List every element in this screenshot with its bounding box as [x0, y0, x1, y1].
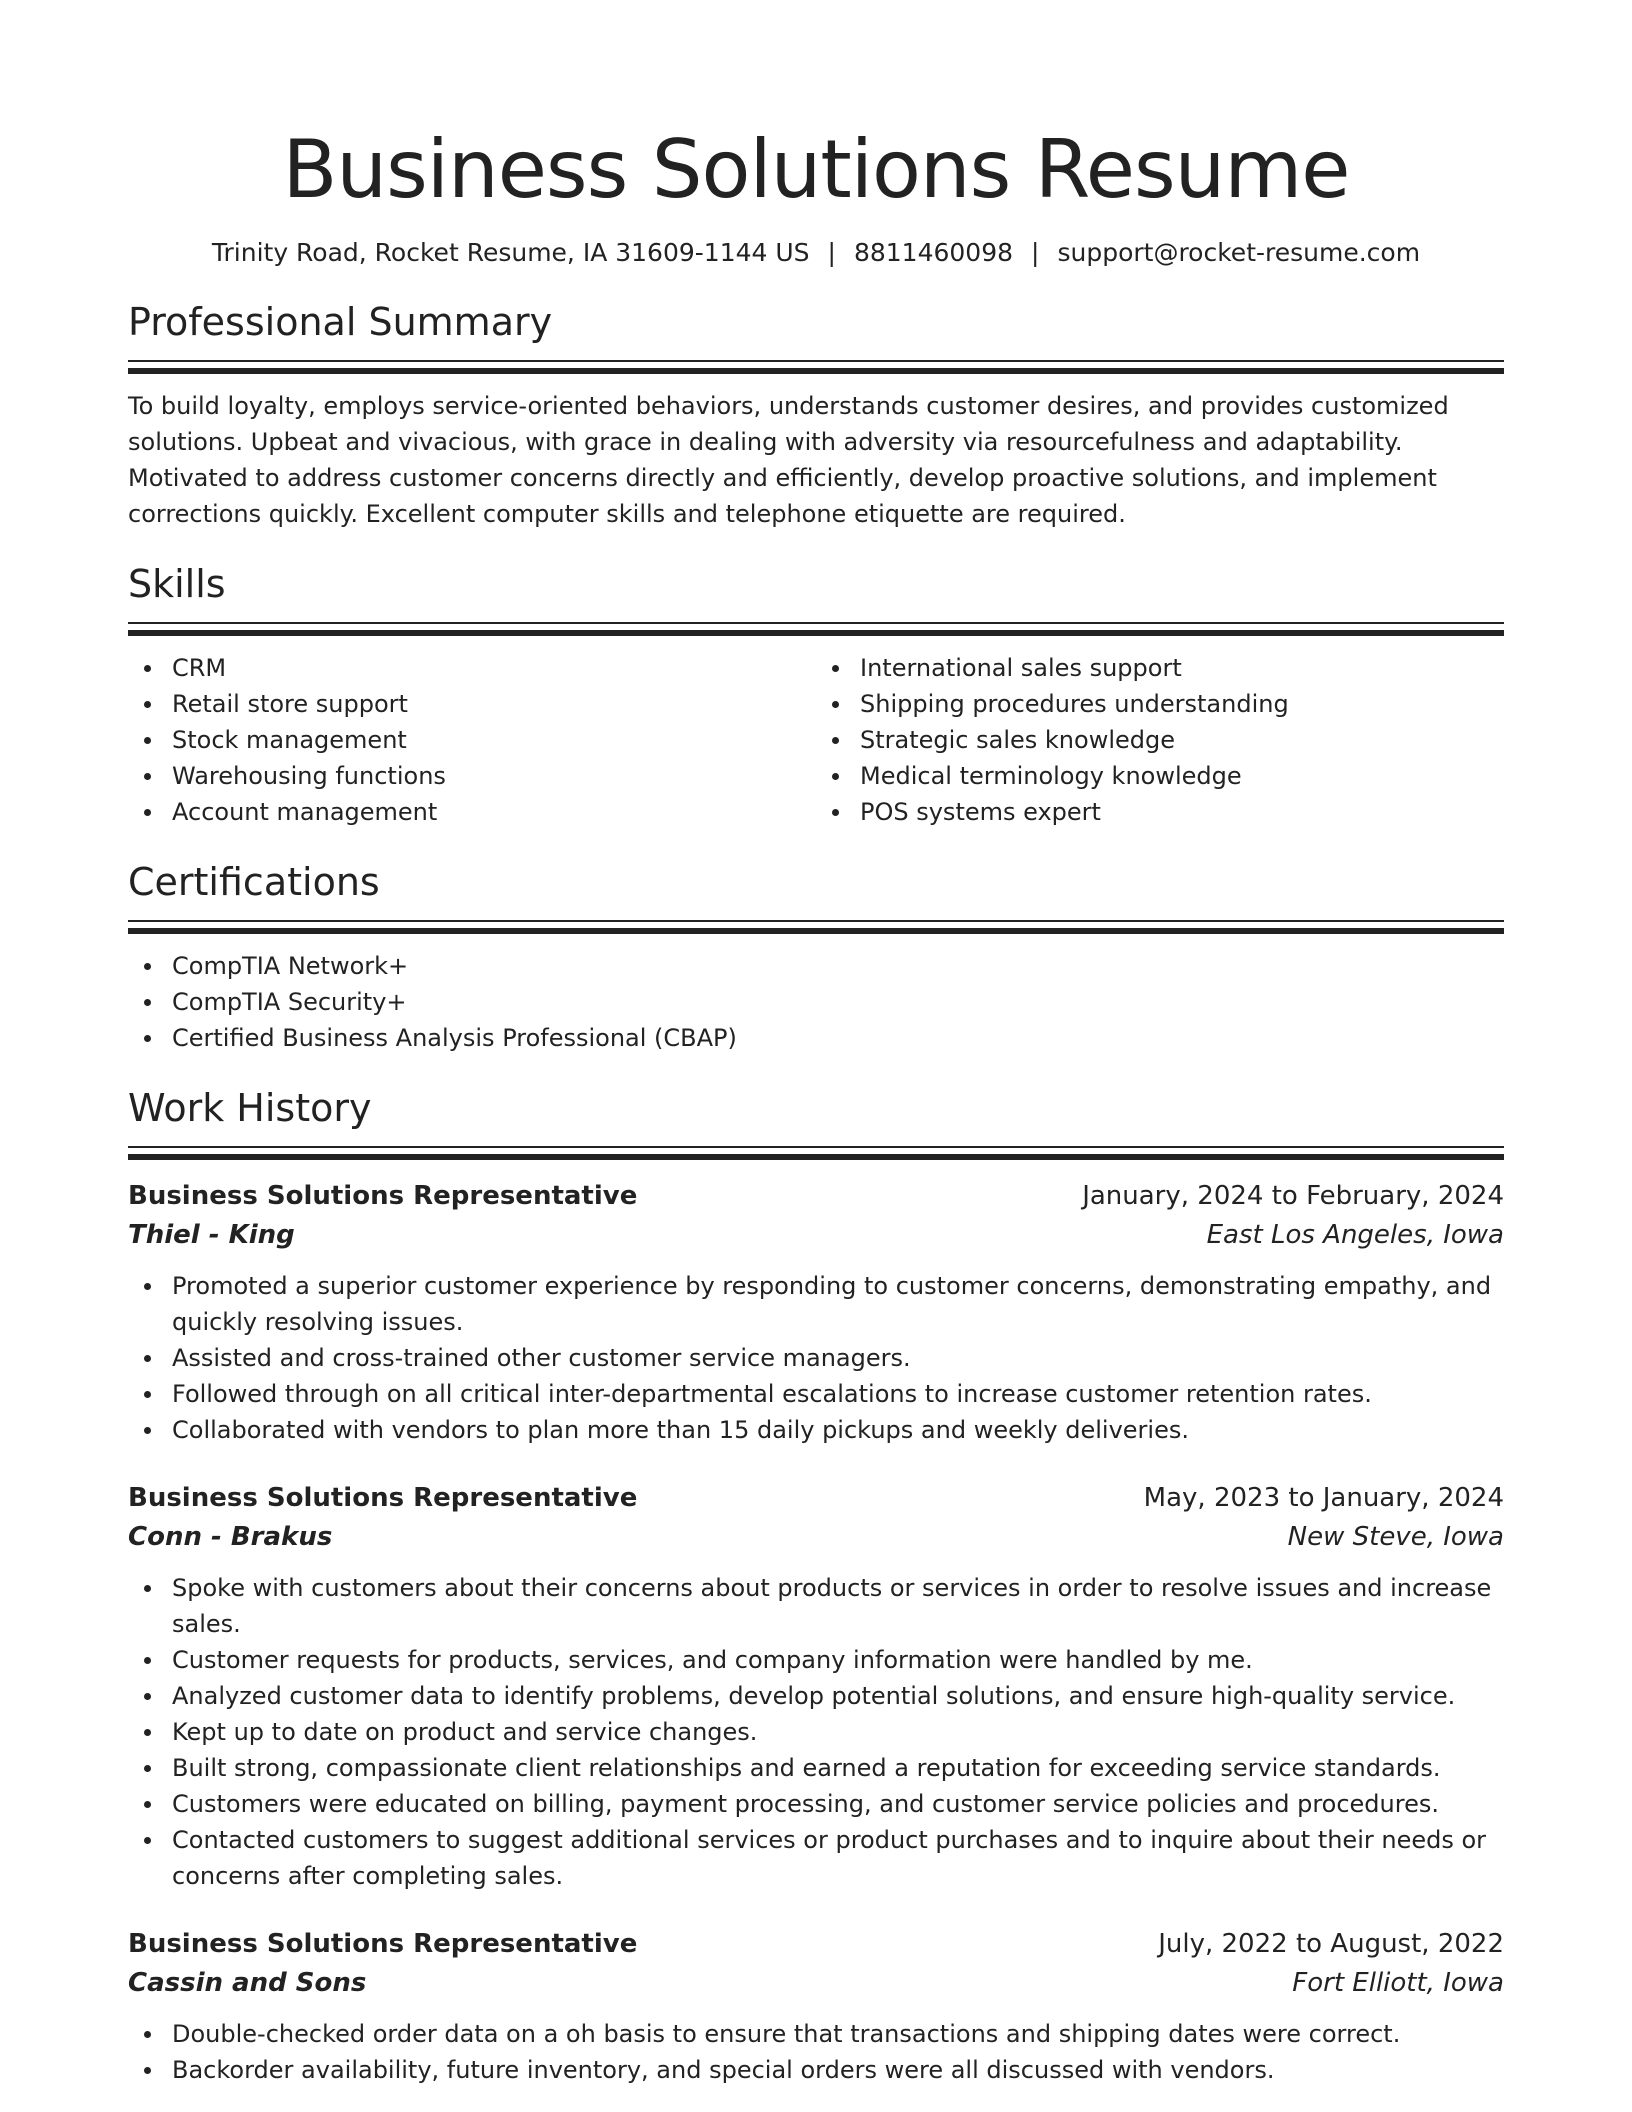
- skill-item: Shipping procedures understanding: [860, 686, 1504, 722]
- job-dates: May, 2023 to January, 2024: [1143, 1483, 1504, 1513]
- contact-address: Trinity Road, Rocket Resume, IA 31609-1144 US: [211, 238, 810, 267]
- skill-item: International sales support: [860, 650, 1504, 686]
- skill-item: Strategic sales knowledge: [860, 722, 1504, 758]
- job-entry: [128, 1924, 1504, 2088]
- certification-item: Certified Business Analysis Professional (CBAP): [172, 1020, 1504, 1056]
- certifications-list: [128, 948, 1504, 1056]
- skills-list-right: [816, 650, 1504, 830]
- skill-item: Warehousing functions: [172, 758, 816, 794]
- job-bullets: [128, 1570, 1504, 1894]
- job-bullet: Assisted and cross-trained other customer service managers.: [172, 1340, 1504, 1376]
- job-location: East Los Angeles, Iowa: [1206, 1220, 1504, 1250]
- job-bullet: Contacted customers to suggest additional services or product purchases and to inquire about their needs or concerns after completing sales.: [172, 1822, 1504, 1894]
- contact-separator: |: [1031, 238, 1040, 267]
- section-title-skills: Skills: [128, 562, 226, 606]
- job-company: Conn - Brakus: [128, 1522, 333, 1552]
- job-bullet: Customers were educated on billing, payment processing, and customer service policies and procedures.: [172, 1786, 1504, 1822]
- job-bullet: Followed through on all critical inter-departmental escalations to increase customer retention rates.: [172, 1376, 1504, 1412]
- section-divider: [128, 368, 1504, 374]
- contact-separator: |: [827, 238, 836, 267]
- section-divider: [128, 920, 1504, 922]
- job-header-row: [128, 1924, 1504, 1964]
- job-bullet: Customer requests for products, services, and company information were handled by me.: [172, 1642, 1504, 1678]
- certification-item: CompTIA Network+: [172, 948, 1504, 984]
- job-dates: July, 2022 to August, 2022: [1158, 1929, 1504, 1959]
- skill-item: CRM: [172, 650, 816, 686]
- skill-item: Retail store support: [172, 686, 816, 722]
- section-title-certifications: Certifications: [128, 860, 380, 904]
- job-bullet: Promoted a superior customer experience by responding to customer concerns, demonstrating empathy, and quickly resolving issues.: [172, 1268, 1504, 1340]
- job-bullet: Double-checked order data on a oh basis to ensure that transactions and shipping dates were correct.: [172, 2016, 1504, 2052]
- certification-item: CompTIA Security+: [172, 984, 1504, 1020]
- job-bullet: Kept up to date on product and service changes.: [172, 1714, 1504, 1750]
- skill-item: POS systems expert: [860, 794, 1504, 830]
- section-divider: [128, 360, 1504, 362]
- section-divider: [128, 1146, 1504, 1148]
- contact-line: [128, 236, 1504, 270]
- contact-phone: 8811460098: [853, 238, 1014, 267]
- job-title: Business Solutions Representative: [128, 1181, 638, 1211]
- job-location: New Steve, Iowa: [1287, 1522, 1504, 1552]
- job-bullets: [128, 1268, 1504, 1448]
- job-title: Business Solutions Representative: [128, 1483, 638, 1513]
- section-divider: [128, 928, 1504, 934]
- job-bullet: Backorder availability, future inventory, and special orders were all discussed with vendors.: [172, 2052, 1504, 2088]
- job-bullets: [128, 2016, 1504, 2088]
- job-company-row: [128, 1518, 1504, 1556]
- job-company: Thiel - King: [128, 1220, 295, 1250]
- summary-text: To build loyalty, employs service-oriented behaviors, understands customer desires, and provides customized solutions. Upbeat and vivacious, with grace in dealing with adversity via resourcefulness and adaptability. Motivated to address customer concerns directly and efficiently, develop proactive solutions, and implement corrections quickly. Excellent computer skills and telephone etiquette are required.: [128, 392, 1449, 528]
- skill-item: Stock management: [172, 722, 816, 758]
- skill-item: Medical terminology knowledge: [860, 758, 1504, 794]
- certifications-section: [128, 858, 1504, 1056]
- job-dates: January, 2024 to February, 2024: [1082, 1181, 1504, 1211]
- section-title-summary: Professional Summary: [128, 300, 553, 344]
- job-bullet: Built strong, compassionate client relationships and earned a reputation for exceeding service standards.: [172, 1750, 1504, 1786]
- skills-section: [128, 560, 1504, 830]
- skills-list-left: [128, 650, 816, 830]
- resume-page: [128, 0, 1504, 2088]
- job-header-row: [128, 1176, 1504, 1216]
- job-company: Cassin and Sons: [128, 1968, 367, 1998]
- job-title: Business Solutions Representative: [128, 1929, 638, 1959]
- section-title-work-history: Work History: [128, 1086, 372, 1130]
- job-company-row: [128, 1964, 1504, 2002]
- skills-column-right: [816, 636, 1504, 830]
- job-company-row: [128, 1216, 1504, 1254]
- job-bullet: Spoke with customers about their concerns about products or services in order to resolve issues and increase sales.: [172, 1570, 1504, 1642]
- skills-grid: [128, 636, 1504, 830]
- job-bullet: Collaborated with vendors to plan more than 15 daily pickups and weekly deliveries.: [172, 1412, 1504, 1448]
- section-divider: [128, 622, 1504, 624]
- job-header-row: [128, 1478, 1504, 1518]
- job-entry: [128, 1176, 1504, 1448]
- section-divider: [128, 1154, 1504, 1160]
- skills-column-left: [128, 636, 816, 830]
- summary-section: [128, 298, 1504, 532]
- job-location: Fort Elliott, Iowa: [1292, 1968, 1504, 1998]
- work-history-section: [128, 1084, 1504, 2088]
- job-entry: [128, 1478, 1504, 1894]
- skill-item: Account management: [172, 794, 816, 830]
- job-bullet: Analyzed customer data to identify problems, develop potential solutions, and ensure high-quality service.: [172, 1678, 1504, 1714]
- contact-email: support@rocket-resume.com: [1057, 238, 1421, 267]
- resume-title: Business Solutions Resume: [282, 123, 1350, 216]
